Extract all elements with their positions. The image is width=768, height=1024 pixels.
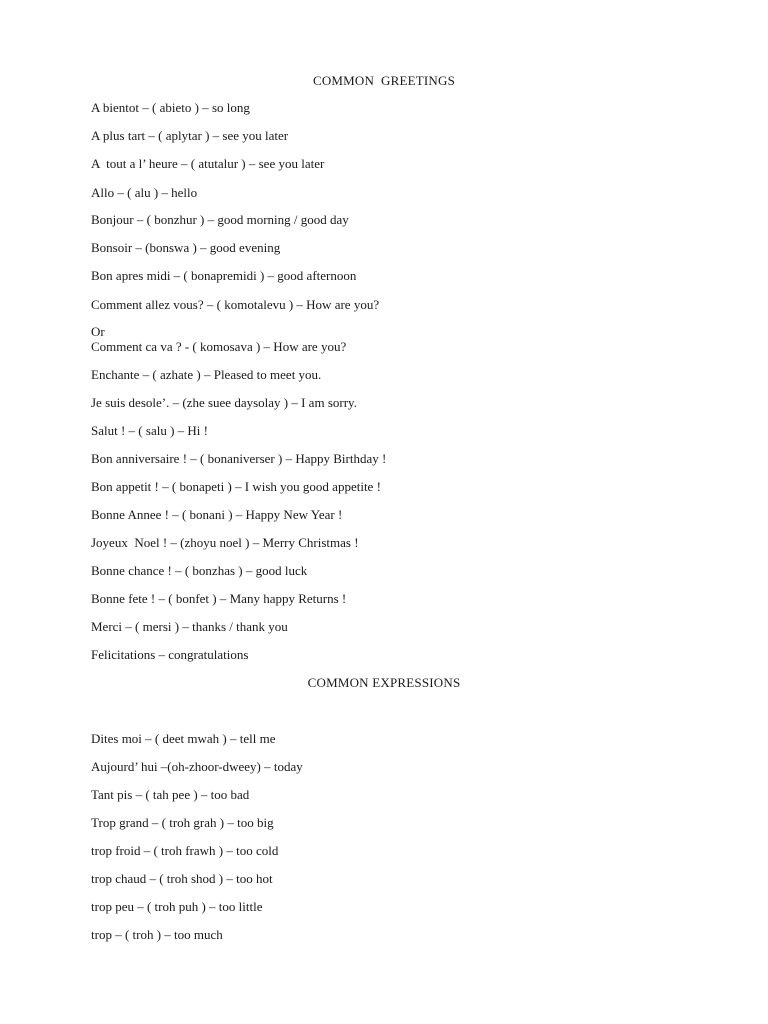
greeting-line: Bon apres midi – ( bonapremidi ) – good afternoon [91,268,357,283]
greeting-line: Enchante – ( azhate ) – Pleased to meet you. [91,367,322,382]
expression-line: trop peu – ( troh puh ) – too little [91,899,263,914]
greeting-line: Allo – ( alu ) – hello [91,185,198,200]
expression-line: trop froid – ( troh frawh ) – too cold [91,843,279,858]
expression-line: Dites moi – ( deet mwah ) – tell me [91,731,276,746]
greeting-line: Bonne fete ! – ( bonfet ) – Many happy Returns ! [91,591,347,606]
greeting-line: A tout a l’ heure – ( atutalur ) – see you later [91,156,325,171]
greeting-line: Felicitations – congratulations [91,647,249,662]
greeting-line: Bon anniversaire ! – ( bonaniverser ) – Happy Birthday ! [91,451,387,466]
greeting-line: Merci – ( mersi ) – thanks / thank you [91,619,288,634]
greeting-line: Comment ca va ? - ( komosava ) – How are you? [91,339,347,354]
expression-line: Tant pis – ( tah pee ) – too bad [91,787,250,802]
greeting-line: A bientot – ( abieto ) – so long [91,100,250,115]
expression-line: Aujourd’ hui –(oh-zhoor-dweey) – today [91,759,303,774]
greeting-line: Bonjour – ( bonzhur ) – good morning / good day [91,212,349,227]
greeting-line: Salut ! – ( salu ) – Hi ! [91,423,208,438]
greeting-line: Bonsoir – (bonswa ) – good evening [91,240,281,255]
greeting-line: A plus tart – ( aplytar ) – see you later [91,128,289,143]
greeting-line: Comment allez vous? – ( komotalevu ) – How are you? [91,297,380,312]
greeting-line: Je suis desole’. – (zhe suee daysolay ) – I am sorry. [91,395,357,410]
greeting-line: Joyeux Noel ! – (zhoyu noel ) – Merry Christmas ! [91,535,359,550]
expressions-heading: COMMON EXPRESSIONS [307,675,461,690]
expression-line: trop chaud – ( troh shod ) – too hot [91,871,273,886]
greeting-line: Or [91,324,105,339]
expression-line: Trop grand – ( troh grah ) – too big [91,815,274,830]
expression-line: trop – ( troh ) – too much [91,927,223,942]
greeting-line: Bonne Annee ! – ( bonani ) – Happy New Year ! [91,507,343,522]
greetings-heading: COMMON GREETINGS [312,73,456,88]
greeting-line: Bonne chance ! – ( bonzhas ) – good luck [91,563,308,578]
greeting-line: Bon appetit ! – ( bonapeti ) – I wish you good appetite ! [91,479,381,494]
